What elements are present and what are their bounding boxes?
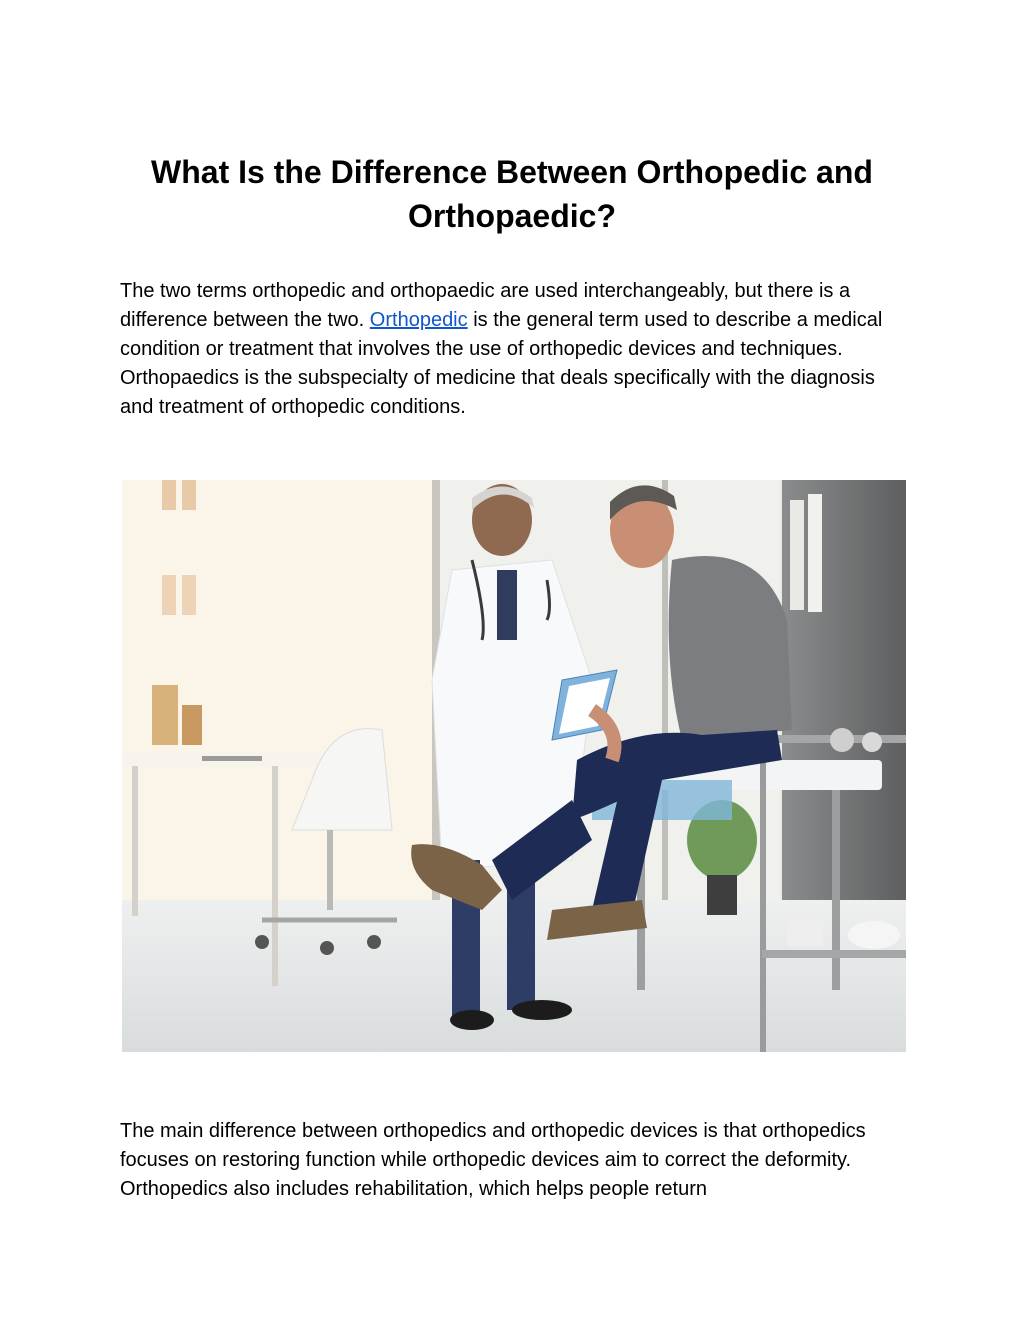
intro-text-before-link: The two terms orthopedic and orthopaedic are used interchangeably, but there is a difference between the two. [120,280,851,331]
article-title: What Is the Difference Between Orthopedic and Orthopaedic? [151,154,873,234]
doctor-patient-photo [122,480,906,1052]
difference-paragraph: The main difference between orthopedics and orthopedic devices is that orthopedics focuses on restoring function while orthopedic devices aim to correct the deformity. Orthopedics also includes rehabilitation, which helps people return [120,1120,866,1200]
intro-text-after-link: is the general term used to describe a medical condition or treatment that involves the use of orthopedic devices and techniques. Orthopaedics is the subspecialty of medicine that deals specifically with the diagnosis and treatment of orthopedic conditions. [120,309,883,418]
intro-paragraph [120,277,910,422]
orthopedic-link[interactable]: Orthopedic [369,309,468,331]
